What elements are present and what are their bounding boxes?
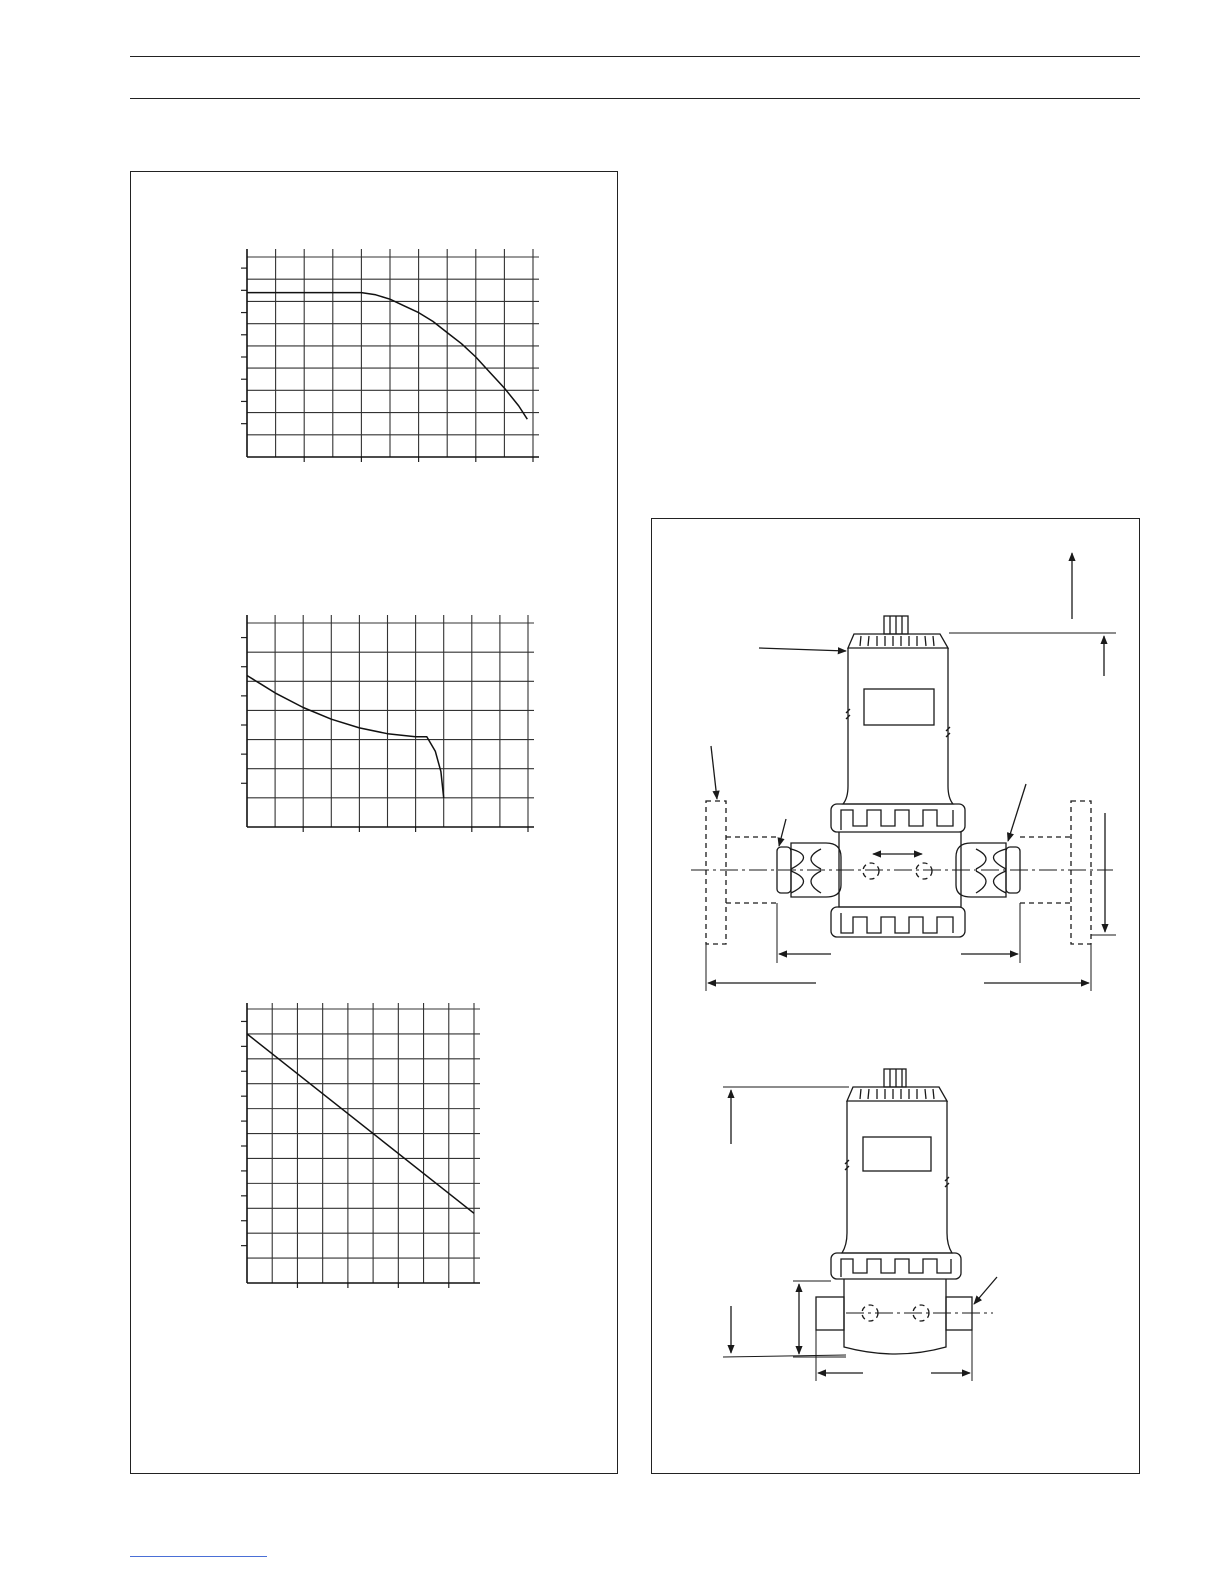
series-line-0	[247, 293, 527, 420]
cap-knurling	[860, 636, 934, 646]
valve-body-2	[842, 1101, 952, 1253]
leader-arrow-socket	[974, 1277, 997, 1304]
upper-nut-grip	[841, 810, 953, 830]
diagram-panel	[651, 518, 1140, 1474]
union-flange-valve	[691, 553, 1116, 991]
left-socket	[816, 1297, 844, 1330]
upper-union-nut	[831, 804, 965, 832]
charts-panel	[130, 171, 618, 1474]
union-nut-2	[831, 1253, 961, 1279]
footer-underline	[130, 1556, 267, 1557]
socket-valve	[723, 1069, 997, 1381]
lower-nut-grip	[841, 913, 953, 933]
dimension-lines	[706, 553, 1116, 991]
chart-1	[131, 212, 617, 517]
series-line-0	[247, 676, 444, 798]
header-rule-top	[130, 56, 1140, 57]
valve-dimension-drawing	[652, 519, 1139, 1473]
socket-body	[844, 1279, 946, 1354]
dashed-flange-outline	[706, 801, 1091, 944]
adjusting-knob-2	[884, 1069, 906, 1087]
chart-3	[131, 1003, 617, 1293]
label-plate-2	[863, 1137, 931, 1171]
chart-2	[131, 612, 617, 842]
leader-arrows	[711, 648, 1026, 846]
header-rule-bottom	[130, 98, 1140, 99]
series-line-0	[247, 1034, 474, 1213]
bonnet-cap-2	[847, 1087, 947, 1101]
label-plate	[864, 689, 934, 725]
valve-body	[843, 648, 953, 804]
